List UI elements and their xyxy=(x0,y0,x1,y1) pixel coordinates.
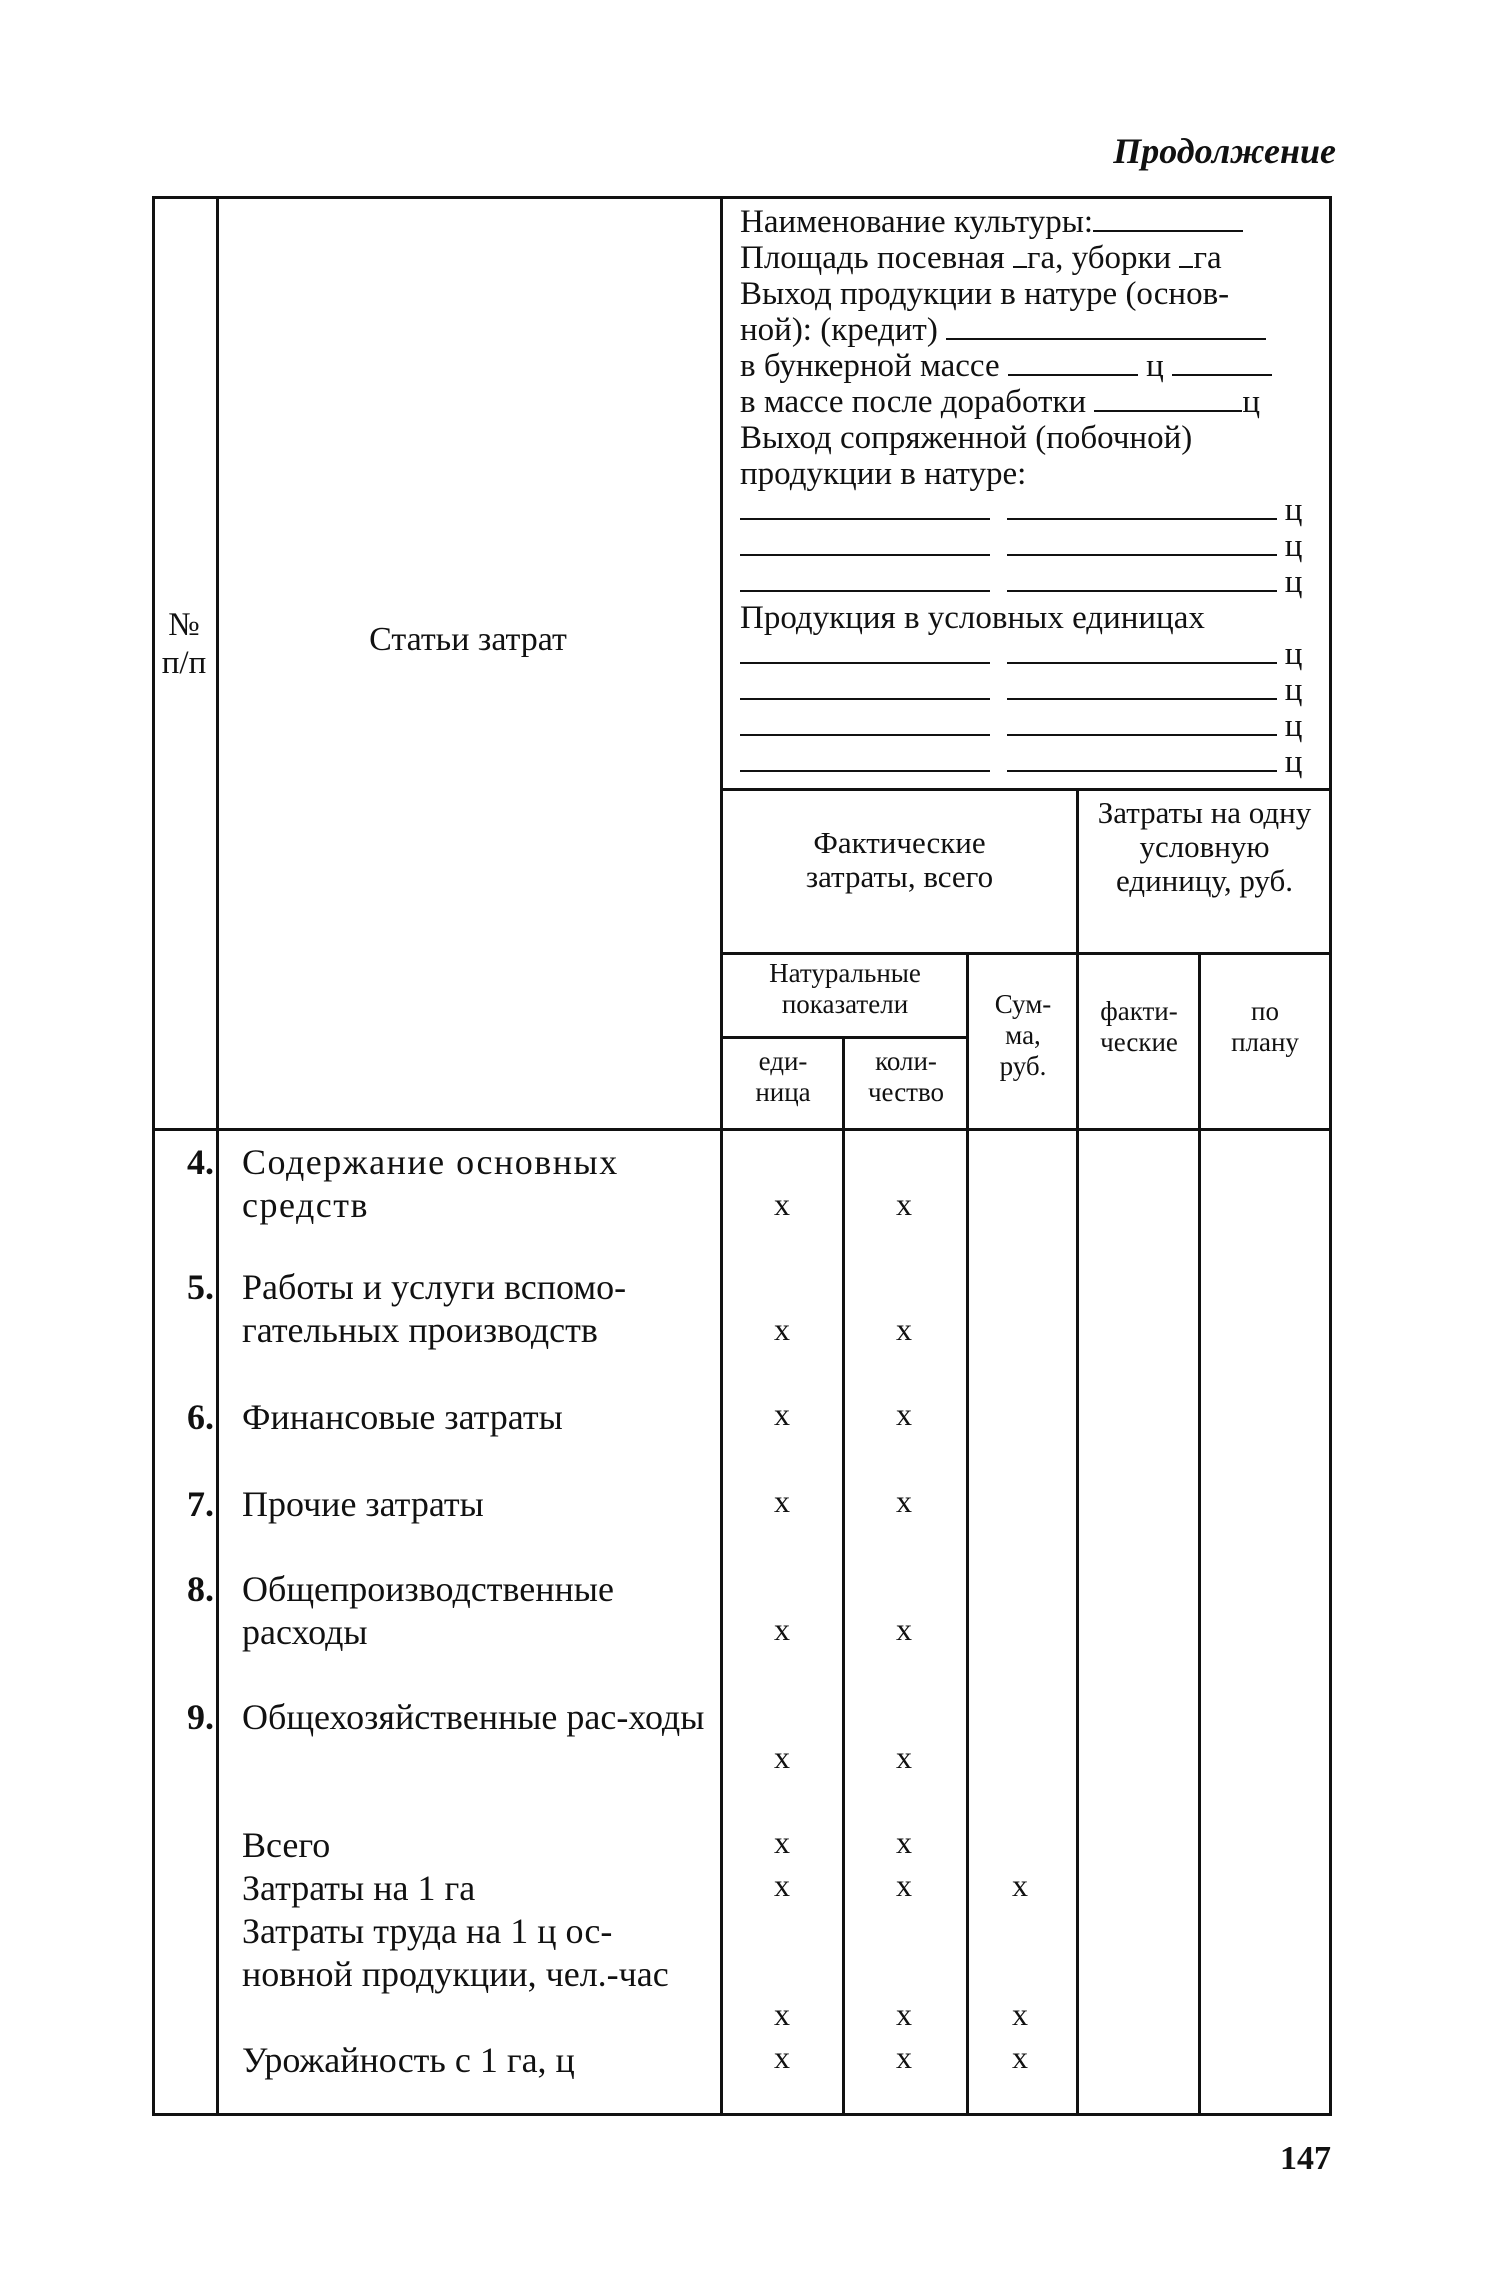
crop-name-label: Наименование культуры: xyxy=(740,204,1094,240)
unit-c-label: ц xyxy=(1284,528,1303,564)
by-product-blank-2 xyxy=(740,528,1320,564)
unit-x: x xyxy=(774,1824,790,1860)
conv-blank-3 xyxy=(740,708,1320,744)
row-number: 9. xyxy=(187,1697,214,1737)
divider-qty-sum xyxy=(966,952,969,2116)
row-label: Финансовые затраты xyxy=(242,1397,563,1437)
header-sum: Сум- ма, руб. xyxy=(994,989,1052,1081)
unit-x: x xyxy=(774,1396,790,1432)
divider-header-end xyxy=(152,1128,1332,1131)
divider-items xyxy=(720,196,723,2116)
qty-x: x xyxy=(896,1996,912,2032)
unit-x: x xyxy=(774,2039,790,2075)
header-cost-per-unit: Затраты на одну условную единицу, руб. xyxy=(1097,795,1312,898)
divider-actual-plan xyxy=(1198,952,1201,2116)
header-planned: по плану xyxy=(1231,996,1299,1057)
row-label: Работы и услуги вспомо-гательных производств xyxy=(242,1267,627,1350)
unit-x: x xyxy=(774,1311,790,1347)
conv-blank-2 xyxy=(740,672,1320,708)
by-product-line-2: продукции в натуре: xyxy=(740,456,1027,492)
header-unit: еди- ница xyxy=(755,1046,811,1107)
conventional-units-line: Продукция в условных единицах xyxy=(740,600,1205,636)
output-main-line-1: Выход продукции в натуре (основ- xyxy=(740,276,1230,312)
after-processing-label: в массе после доработки xyxy=(740,384,1087,420)
qty-x: x xyxy=(896,1824,912,1860)
row-label: Общехозяйственные рас-ходы xyxy=(242,1697,705,1737)
unit-c-label: ц xyxy=(1146,348,1164,384)
unit-x: x xyxy=(774,1739,790,1775)
by-product-line-1: Выход сопряженной (побочной) xyxy=(740,420,1193,456)
row-label: Содержание основных средств xyxy=(242,1142,619,1225)
continued-label: Продолжение xyxy=(1113,131,1336,171)
divider-no xyxy=(216,196,219,2116)
table-border-bottom xyxy=(152,2113,1332,2116)
qty-x: x xyxy=(896,1611,912,1647)
row-label: Урожайность с 1 га, ц xyxy=(242,2040,575,2080)
conv-blank-4 xyxy=(740,744,1320,780)
row-label: Затраты труда на 1 ц ос-новной продукции, чел.-час xyxy=(242,1911,669,1994)
conv-blank-1 xyxy=(740,636,1320,672)
header-actual: факти- ческие xyxy=(1100,996,1178,1057)
header-no: № п/п xyxy=(161,607,207,681)
area-line xyxy=(740,240,1320,276)
area-harvest-label: га, уборки xyxy=(1026,240,1172,276)
qty-x: x xyxy=(896,1483,912,1519)
output-main-label: ной): (кредит) xyxy=(740,312,938,348)
unit-x: x xyxy=(774,1996,790,2032)
sum-x: x xyxy=(1012,2039,1028,2075)
by-product-blank-3 xyxy=(740,564,1320,600)
cost-table xyxy=(152,196,1332,2116)
unit-c-label: ц xyxy=(1284,672,1303,708)
qty-x: x xyxy=(896,1186,912,1222)
divider-cost-per-unit xyxy=(1076,788,1079,2116)
divider-header-groups xyxy=(720,952,1332,955)
area-unit-label: га xyxy=(1193,240,1222,276)
unit-c-label: ц xyxy=(1284,564,1303,600)
unit-c-label: ц xyxy=(1242,384,1261,420)
row-number: 4. xyxy=(187,1142,214,1182)
header-cost-items: Статьи затрат xyxy=(369,621,567,658)
output-main-line-2 xyxy=(740,312,1320,348)
unit-x: x xyxy=(774,1867,790,1903)
unit-c-label: ц xyxy=(1284,708,1303,744)
qty-x: x xyxy=(896,1396,912,1432)
header-actual-costs: Фактические затраты, всего xyxy=(805,825,994,894)
unit-c-label: ц xyxy=(1284,492,1303,528)
unit-x: x xyxy=(774,1186,790,1222)
row-label: Общепроизводственные расходы xyxy=(242,1569,614,1652)
qty-x: x xyxy=(896,1311,912,1347)
row-label: Всего xyxy=(242,1825,331,1865)
sum-x: x xyxy=(1012,1996,1028,2032)
bunker-mass-line xyxy=(740,348,1320,384)
crop-info-block xyxy=(740,204,1320,780)
header-quantity: коли- чество xyxy=(867,1046,945,1107)
row-number: 6. xyxy=(187,1397,214,1437)
area-sown-label: Площадь посевная xyxy=(740,240,1005,276)
unit-c-label: ц xyxy=(1284,744,1303,780)
qty-x: x xyxy=(896,2039,912,2075)
divider-crop-info xyxy=(720,788,1332,791)
bunker-mass-label: в бункерной массе xyxy=(740,348,1000,384)
after-processing-line xyxy=(740,384,1320,420)
row-number: 7. xyxy=(187,1484,214,1524)
row-number: 8. xyxy=(187,1569,214,1609)
table-border-top xyxy=(152,196,1332,199)
by-product-blank-1 xyxy=(740,492,1320,528)
crop-name-line xyxy=(740,204,1320,240)
unit-x: x xyxy=(774,1611,790,1647)
unit-x: x xyxy=(774,1483,790,1519)
qty-x: x xyxy=(896,1867,912,1903)
sum-x: x xyxy=(1012,1867,1028,1903)
header-natural-indicators: Натуральные показатели xyxy=(769,958,921,1019)
unit-c-label: ц xyxy=(1284,636,1303,672)
qty-x: x xyxy=(896,1739,912,1775)
page-number: 147 xyxy=(1280,2140,1331,2177)
row-label: Прочие затраты xyxy=(242,1484,484,1524)
table-border-right xyxy=(1329,196,1332,2116)
row-number: 5. xyxy=(187,1267,214,1307)
row-label: Затраты на 1 га xyxy=(242,1868,476,1908)
divider-unit-qty xyxy=(842,1036,845,2116)
